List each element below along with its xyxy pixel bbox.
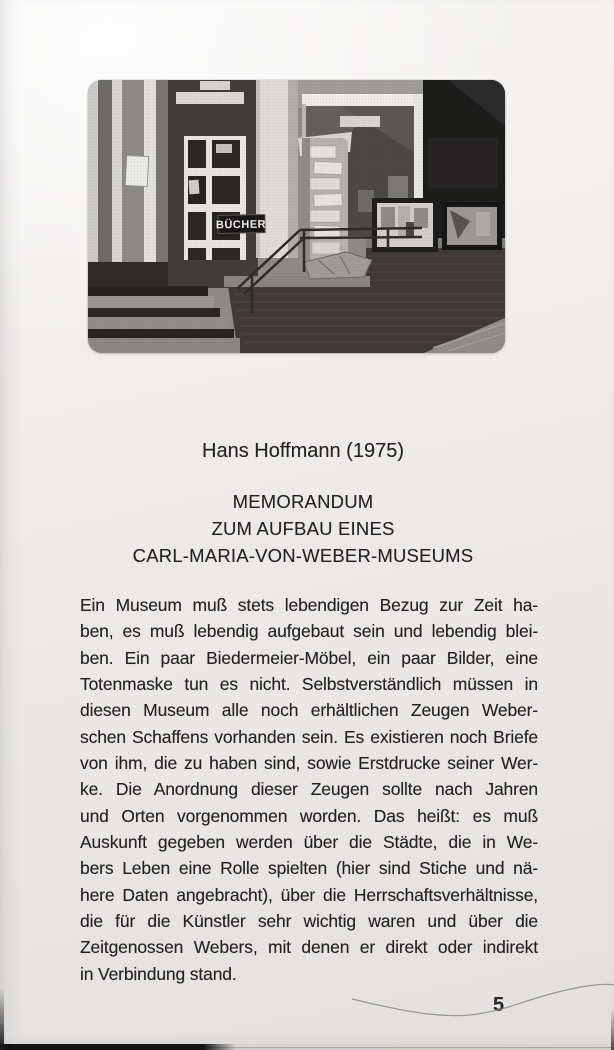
bookshop-entrance-photo [88, 80, 505, 353]
body-line: in Verbindung stand. [80, 963, 237, 984]
body-line: Ein Museum muß stets lebendigen Bezug zur Zeit ha- [80, 595, 538, 615]
scan-bottom-edge [0, 1044, 236, 1050]
scan-left-edge [0, 988, 4, 1050]
title-line-2: ZUM AUFBAU EINES [211, 518, 395, 539]
byline: Hans Hoffmann (1975) [202, 440, 404, 462]
buecher-sign-text: BÜCHER [215, 218, 267, 232]
body-line: diesen Museum alle noch erhältlichen Zeugen Weber- [80, 700, 538, 721]
body-line: here Daten angebracht), über die Herrschaftsverhältnisse, [80, 884, 538, 905]
body-line: und Orten vorgenommen worden. Das heißt: es muß [80, 805, 538, 826]
body-line: schen Schaffens vorhanden sein. Es existieren noch Briefe [80, 726, 538, 747]
article-title [74, 488, 532, 569]
body-line: von ihm, die zu haben sind, sowie Erstdrucke seiner Wer- [80, 753, 538, 774]
body-line: Auskunft gegeben werden über die Städte, die in We- [80, 832, 538, 853]
body-line: ben. Ein paar Biedermeier-Möbel, ein paar Bilder, eine [80, 647, 538, 668]
scan-bottom-hairline [180, 1047, 614, 1048]
body-line: ke. Die Anordnung dieser Zeugen sollte nach Jahren [80, 779, 538, 800]
body-paragraph [80, 592, 538, 987]
body-line: Zeitgenossen Webers, mit denen er direkt oder indirekt [80, 937, 538, 958]
title-line-1: MEMORANDUM [232, 491, 374, 512]
body-line: Totenmaske tun es nicht. Selbstverständlich müssen in [80, 674, 538, 695]
body-line: bers Leben eine Rolle spielten (hier sind Stiche und nä- [80, 858, 538, 879]
body-line: die für die Künstler sehr wichtig waren und über die [80, 911, 538, 932]
title-line-3: CARL-MARIA-VON-WEBER-MUSEUMS [132, 545, 474, 566]
bookshop-photo-illustration [88, 80, 505, 353]
page-number: 5 [493, 994, 505, 1016]
body-line: ben, es muß lebendig aufgebaut sein und lebendig blei- [80, 621, 538, 642]
